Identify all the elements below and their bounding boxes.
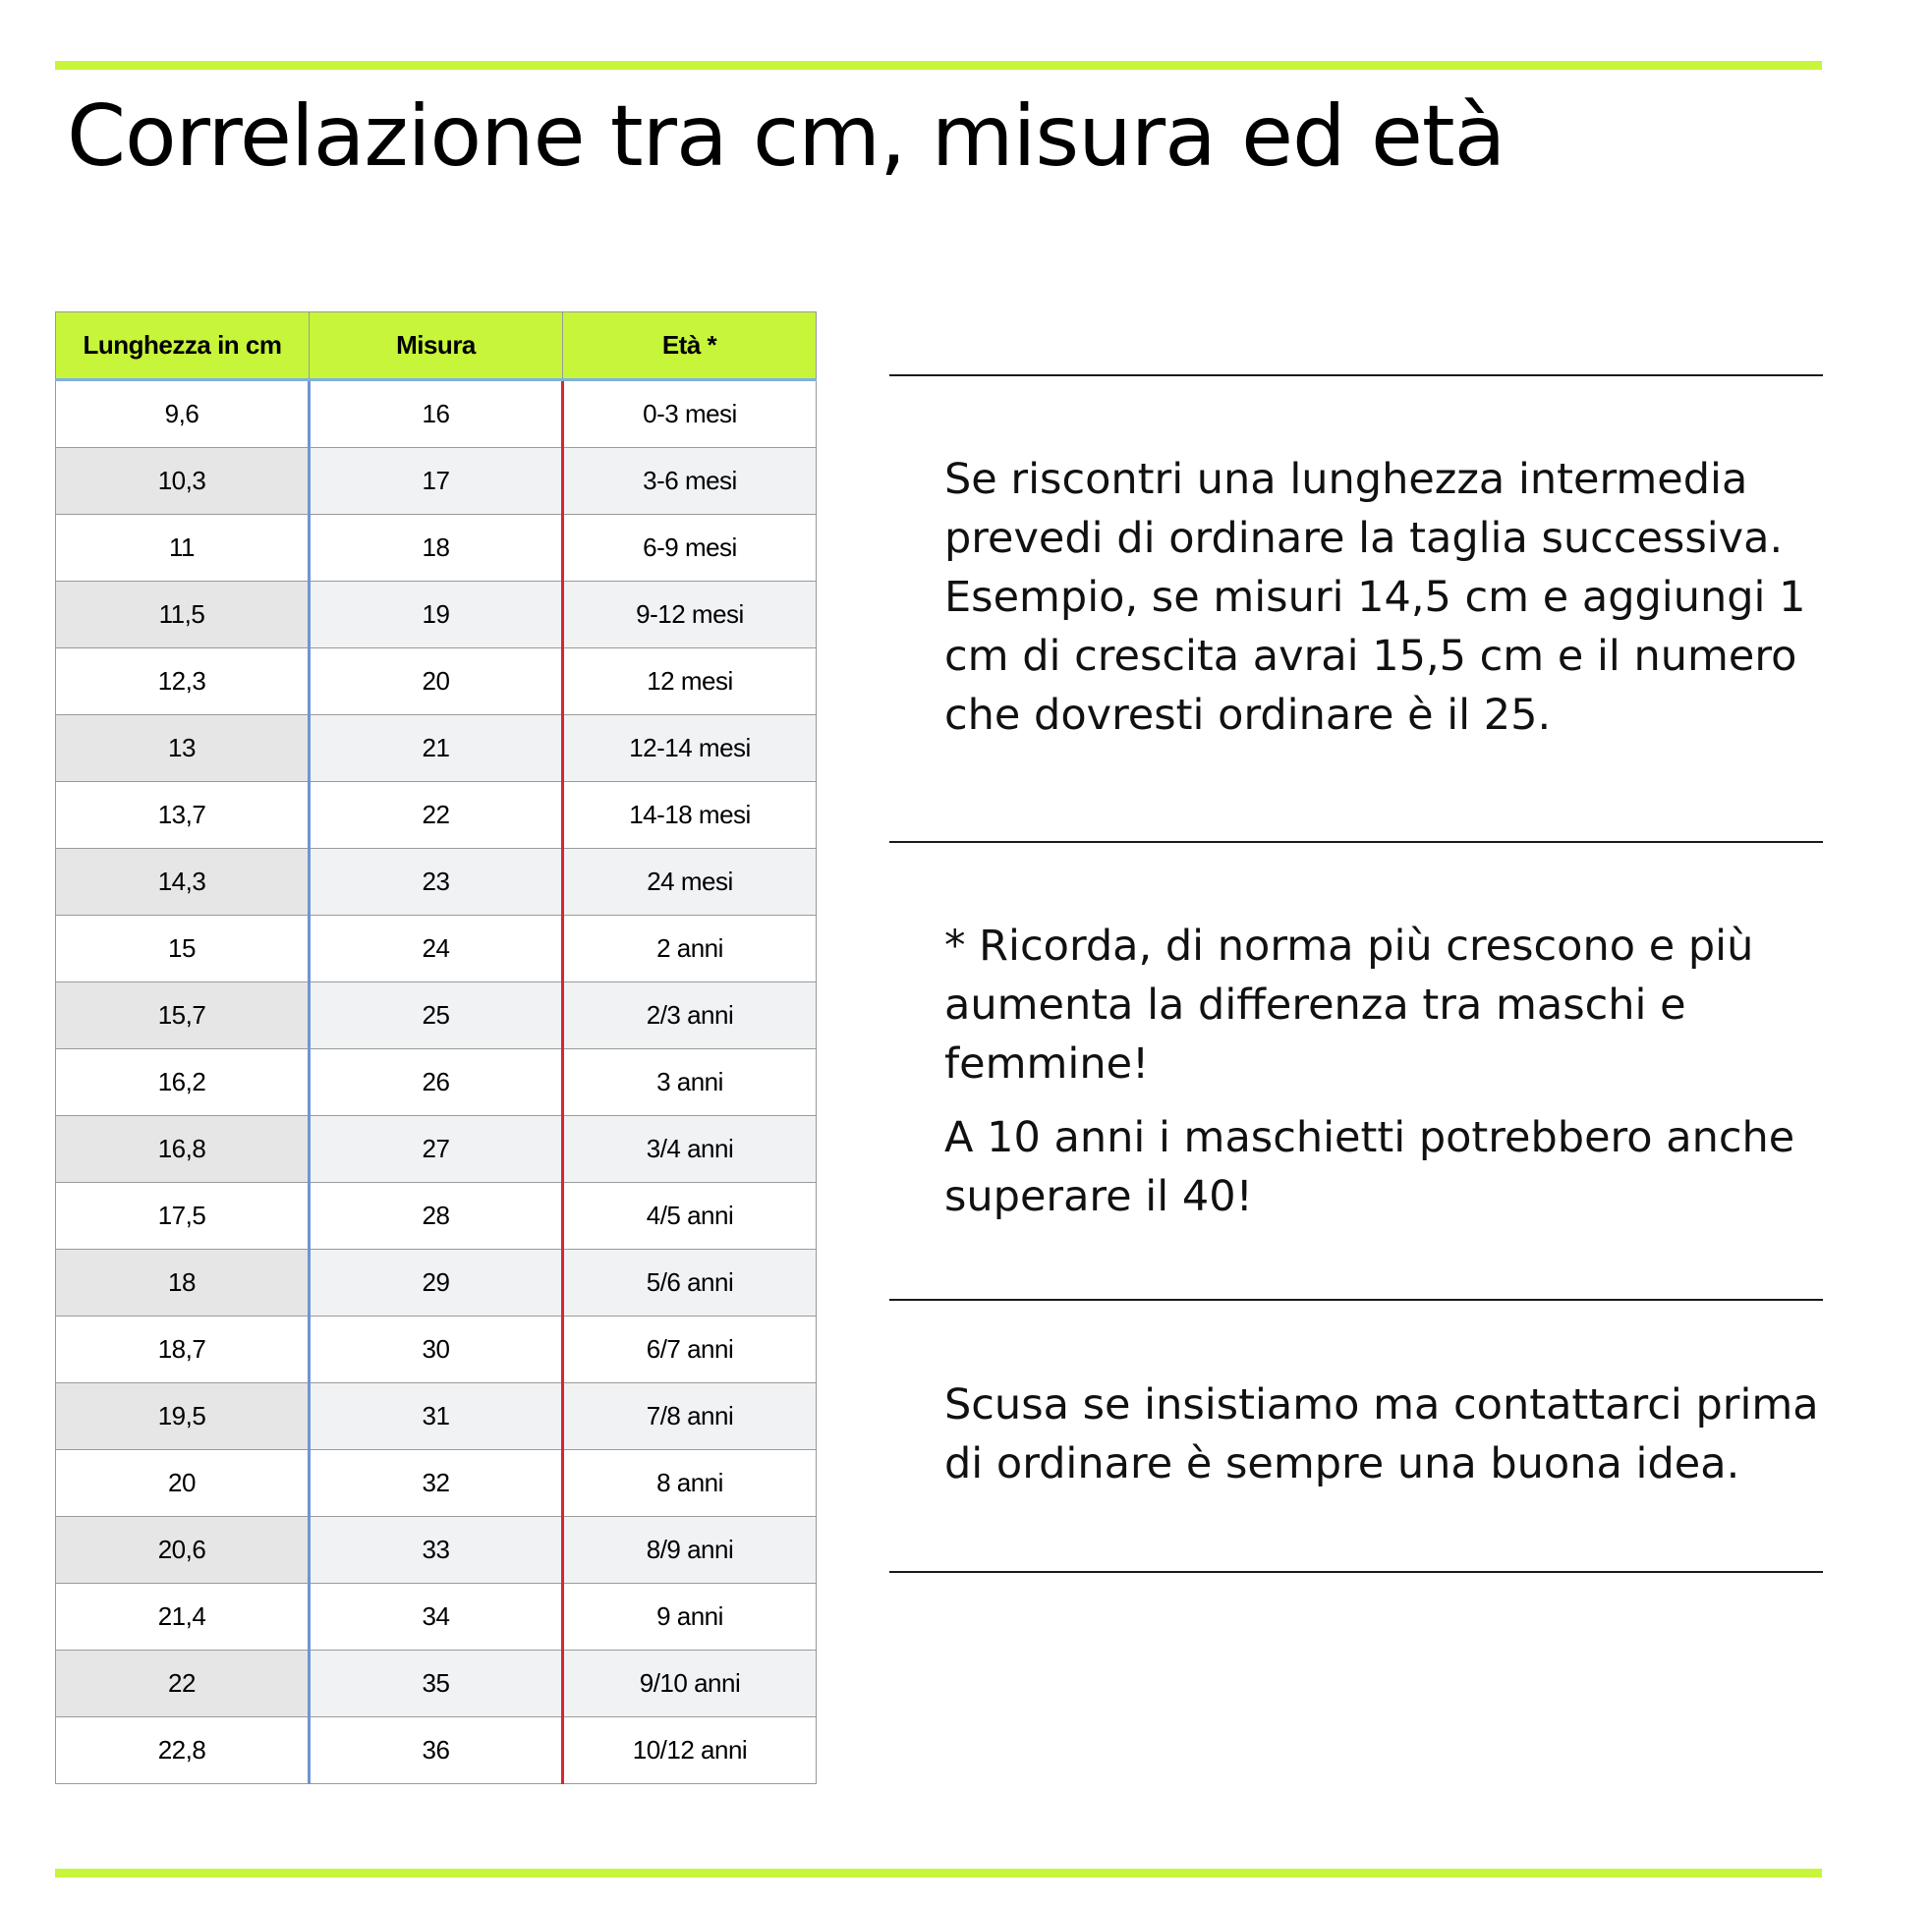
note-remember: * Ricorda, di norma più crescono e più aumenta la differenza tra maschi e femmine!: [944, 922, 1754, 1089]
cell-lunghezza: 16,8: [56, 1116, 310, 1183]
cell-eta: 3/4 anni: [563, 1116, 817, 1183]
cell-lunghezza: 18,7: [56, 1317, 310, 1383]
cell-eta: 9 anni: [563, 1584, 817, 1651]
cell-eta: 9-12 mesi: [563, 582, 817, 648]
table-row: [56, 1116, 817, 1183]
cell-lunghezza: 18: [56, 1250, 310, 1317]
table-row: [56, 1383, 817, 1450]
cell-eta: 0-3 mesi: [563, 380, 817, 448]
table-row: [56, 1717, 817, 1784]
cell-misura: 22: [310, 782, 563, 849]
table-row: [56, 982, 817, 1049]
cell-lunghezza: 20,6: [56, 1517, 310, 1584]
table-row: [56, 916, 817, 982]
size-table: [55, 311, 817, 1784]
cell-misura: 29: [310, 1250, 563, 1317]
table-row: [56, 515, 817, 582]
cell-lunghezza: 12,3: [56, 648, 310, 715]
cell-lunghezza: 16,2: [56, 1049, 310, 1116]
table-row: [56, 782, 817, 849]
cell-misura: 30: [310, 1317, 563, 1383]
cell-eta: 12 mesi: [563, 648, 817, 715]
cell-misura: 34: [310, 1584, 563, 1651]
cell-misura: 28: [310, 1183, 563, 1250]
header-misura: Misura: [310, 312, 563, 380]
cell-misura: 26: [310, 1049, 563, 1116]
cell-lunghezza: 11,5: [56, 582, 310, 648]
bottom-accent-rule: [55, 1869, 1822, 1878]
table-row: [56, 1049, 817, 1116]
cell-misura: 18: [310, 515, 563, 582]
table-header-row: [56, 312, 817, 380]
table-row: [56, 380, 817, 448]
divider-line: [889, 841, 1823, 843]
cell-eta: 2/3 anni: [563, 982, 817, 1049]
cell-lunghezza: 17,5: [56, 1183, 310, 1250]
cell-eta: 2 anni: [563, 916, 817, 982]
note-ten-years: A 10 anni i maschietti potrebbero anche superare il 40!: [944, 1113, 1795, 1221]
cell-lunghezza: 14,3: [56, 849, 310, 916]
cell-lunghezza: 10,3: [56, 448, 310, 515]
cell-lunghezza: 19,5: [56, 1383, 310, 1450]
cell-lunghezza: 13,7: [56, 782, 310, 849]
note-contact: Scusa se insistiamo ma contattarci prima di ordinare è sempre una buona idea.: [944, 1380, 1819, 1488]
cell-misura: 20: [310, 648, 563, 715]
cell-misura: 23: [310, 849, 563, 916]
table-row: [56, 1651, 817, 1717]
table-row: [56, 1317, 817, 1383]
cell-misura: 25: [310, 982, 563, 1049]
cell-lunghezza: 22: [56, 1651, 310, 1717]
top-accent-rule: [55, 61, 1822, 70]
cell-eta: 8 anni: [563, 1450, 817, 1517]
table-header: [56, 312, 817, 380]
table-row: [56, 1183, 817, 1250]
cell-eta: 3-6 mesi: [563, 448, 817, 515]
cell-lunghezza: 22,8: [56, 1717, 310, 1784]
cell-misura: 31: [310, 1383, 563, 1450]
cell-eta: 6/7 anni: [563, 1317, 817, 1383]
divider-line: [889, 374, 1823, 376]
cell-eta: 3 anni: [563, 1049, 817, 1116]
cell-lunghezza: 15,7: [56, 982, 310, 1049]
table-row: [56, 582, 817, 648]
table-row: [56, 1517, 817, 1584]
table-row: [56, 448, 817, 515]
table-row: [56, 849, 817, 916]
table-row: [56, 1584, 817, 1651]
cell-eta: 9/10 anni: [563, 1651, 817, 1717]
cell-eta: 4/5 anni: [563, 1183, 817, 1250]
cell-eta: 14-18 mesi: [563, 782, 817, 849]
cell-lunghezza: 15: [56, 916, 310, 982]
table-row: [56, 648, 817, 715]
header-lunghezza: Lunghezza in cm: [56, 312, 310, 380]
cell-lunghezza: 20: [56, 1450, 310, 1517]
cell-eta: 10/12 anni: [563, 1717, 817, 1784]
cell-eta: 6-9 mesi: [563, 515, 817, 582]
divider-line: [889, 1571, 1823, 1573]
cell-eta: 5/6 anni: [563, 1250, 817, 1317]
cell-misura: 21: [310, 715, 563, 782]
cell-eta: 24 mesi: [563, 849, 817, 916]
cell-lunghezza: 11: [56, 515, 310, 582]
cell-misura: 32: [310, 1450, 563, 1517]
cell-eta: 7/8 anni: [563, 1383, 817, 1450]
cell-eta: 8/9 anni: [563, 1517, 817, 1584]
cell-misura: 17: [310, 448, 563, 515]
cell-eta: 12-14 mesi: [563, 715, 817, 782]
page-title: Correlazione tra cm, misura ed età: [67, 87, 1506, 186]
table-row: [56, 1450, 817, 1517]
cell-lunghezza: 9,6: [56, 380, 310, 448]
cell-misura: 19: [310, 582, 563, 648]
table-body: [56, 380, 817, 1784]
table-row: [56, 715, 817, 782]
cell-misura: 36: [310, 1717, 563, 1784]
note-intermediate-size: Se riscontri una lunghezza intermedia prevedi di ordinare la taglia successiva. Esempio, se misuri 14,5 cm e aggiungi 1 cm di crescita avrai 15,5 cm e il numero che dovresti ordinare è il 25.: [944, 455, 1806, 740]
cell-misura: 16: [310, 380, 563, 448]
divider-line: [889, 1299, 1823, 1301]
table-row: [56, 1250, 817, 1317]
cell-misura: 35: [310, 1651, 563, 1717]
cell-misura: 33: [310, 1517, 563, 1584]
cell-misura: 24: [310, 916, 563, 982]
header-eta: Età *: [563, 312, 817, 380]
cell-lunghezza: 13: [56, 715, 310, 782]
cell-lunghezza: 21,4: [56, 1584, 310, 1651]
cell-misura: 27: [310, 1116, 563, 1183]
